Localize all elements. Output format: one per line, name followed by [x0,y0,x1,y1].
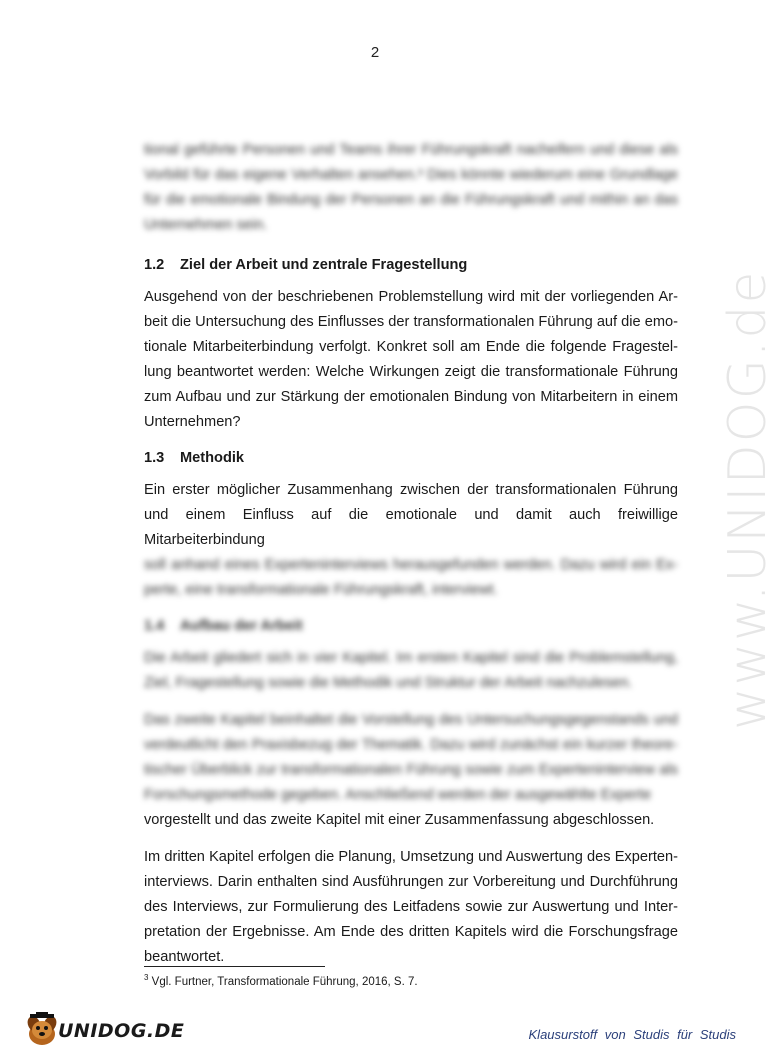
footnote-marker: 3 [144,973,149,982]
heading-title: Methodik [180,450,245,466]
heading-number: 1.3 [144,450,165,466]
paragraph-visible-text: Ein erster möglicher Zusammenhang zwischen der transformationalen Führung und einem Einfluss auf die emotionale und damit auch freiwillige Mitarbeiterbindung [144,482,678,548]
paragraph-1-4-a: Die Arbeit gliedert sich in vier Kapitel. Im ersten Kapitel sind die Problemstellung, Ziel, Fragestellung sowie die Methodik und Struktur der Arbeit nachzulesen. [144,650,678,691]
paragraph-1-3-blurred: soll anhand eines Experteninterviews herausgefunden werden. Dazu wird ein Experte, eine transformationale Führungskraft, interviewt. [144,557,678,598]
paragraph-1-2: Ausgehend von der beschriebenen Problemstellung wird mit der vorliegenden Arbeit die Untersuchung des Einflusses der transformationalen Führung auf die emotionale Mitarbeiterbindung verfolgt. Konkret soll am Ende die folgende Fragestellung beantwortet werden: Welche Wirkungen zeigt die transformationale Führung zum Aufbau und zur Stärkung der emotionalen Bindung von Mitarbeitern in einem Unternehmen? [144,289,678,430]
document-body [144,138,678,982]
paragraph-1-3 [144,478,678,553]
heading-title: Ziel der Arbeit und zentrale Fragestellung [180,257,468,273]
logo-text: UNIDOG.DE [58,1020,185,1042]
heading-1-2 [144,254,678,276]
watermark-text: www.UNIDOG.de [718,269,778,730]
tagline: Klausurstoff von Studis für Studis [528,1027,736,1042]
paragraph-1-4-b-blurred: Das zweite Kapitel beinhaltet die Vorstellung des Untersuchungsgegenstands und verdeutlicht den Praxisbezug der Thematik. Dazu wird zunächst ein kurzer theoretischer Überblick zur transformationalen Führung sowie zum Experteninterview als Forschungsmethode gegeben. Anschließend werden der ausgewählte Experte [144,712,678,803]
blurred-intro-paragraph: tional geführte Personen und Teams ihrer Führungskraft nacheifern und diese als Vorbild für das eigene Verhalten ansehen.³ Dies könnte wiederum eine Grundlage für die emotionale Bindung der Personen an die Führungskraft und mithin an das Unternehmen sein. [144,142,678,233]
footnote-text: Vgl. Furtner, Transformationale Führung, 2016, S. 7. [151,975,418,988]
dog-mascot-icon [22,1012,62,1050]
heading-1-3 [144,447,678,469]
heading-number: 1.2 [144,257,165,273]
heading-number: 1.4 [144,618,165,634]
footnote-divider [144,966,325,967]
page-number: 2 [370,44,380,61]
paragraph-1-4-b-visible: vorgestellt und das zweite Kapitel mit einer Zusammenfassung abgeschlossen. [144,812,655,828]
unidog-logo [22,1012,184,1050]
paragraph-1-4-c: Im dritten Kapitel erfolgen die Planung, Umsetzung und Auswertung des Experteninterviews. Darin enthalten sind Ausführungen zur Vorbereitung und Durchführung des Interviews, zur Formulierung des Leitfadens sowie zur Auswertung und Interpretation der Ergebnisse. Am Ende des dritten Kapitels wird die Forschungsfrage beantwortet. [144,849,678,965]
footnote [144,973,418,988]
heading-1-4 [144,615,678,637]
heading-title: Aufbau der Arbeit [180,618,303,634]
